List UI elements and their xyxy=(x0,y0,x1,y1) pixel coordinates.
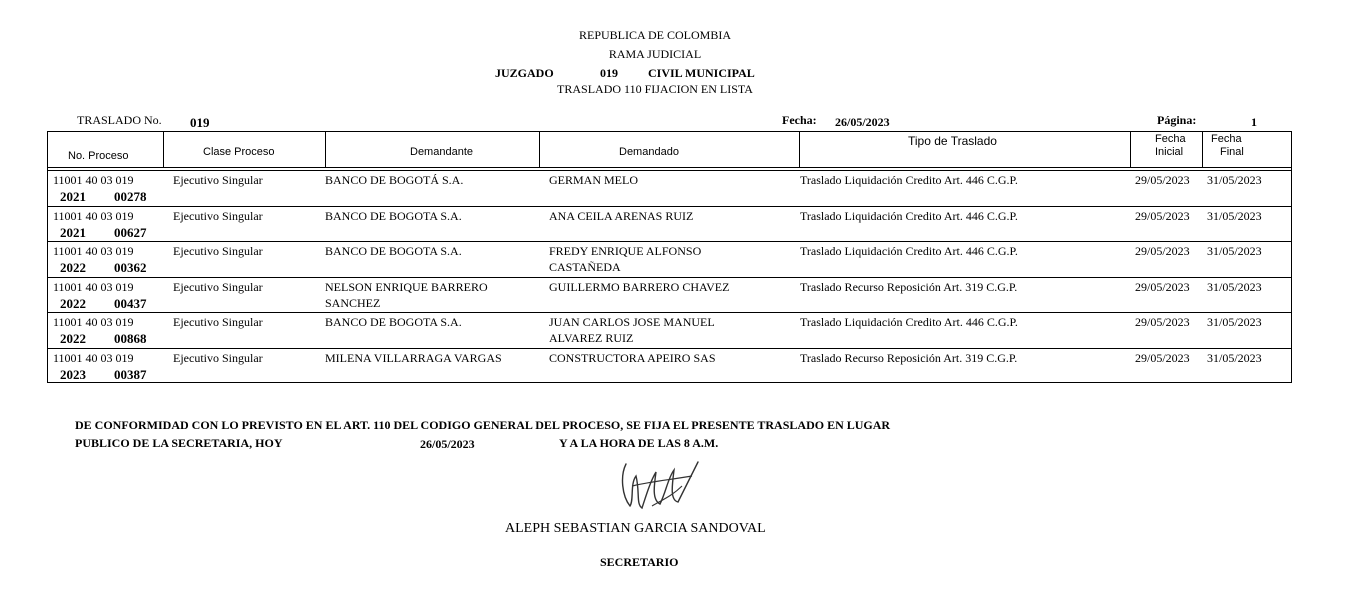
fecha-final: 31/05/2023 xyxy=(1207,350,1262,365)
table-row xyxy=(48,278,1291,314)
clase-proceso: Ejecutivo Singular xyxy=(173,279,263,294)
fecha-final: 31/05/2023 xyxy=(1207,244,1262,258)
traslado-label: TRASLADO No. xyxy=(77,113,162,127)
clase-proceso: Ejecutivo Singular xyxy=(173,208,263,223)
proceso-number: 00437 xyxy=(114,295,147,311)
fecha-label: Fecha: xyxy=(782,113,817,127)
header-juzgado-label: JUZGADO xyxy=(495,66,554,80)
proceso-number: 00387 xyxy=(114,366,147,382)
proceso-code: 11001 40 03 019 xyxy=(53,173,134,187)
col-header-fecha-inicial-2: Inicial xyxy=(1155,146,1184,158)
fecha-final: 31/05/2023 xyxy=(1207,173,1262,187)
fecha-final: 31/05/2023 xyxy=(1207,315,1262,329)
col-header-clase-proceso: Clase Proceso xyxy=(203,146,275,158)
footer-date: 26/05/2023 xyxy=(420,437,475,451)
fecha-inicial: 29/05/2023 xyxy=(1135,315,1190,329)
demandado-line2: ALVAREZ RUIZ xyxy=(549,331,634,345)
demandado: FREDY ENRIQUE ALFONSO xyxy=(549,244,702,258)
col-divider xyxy=(1202,132,1203,168)
tipo-traslado: Traslado Recurso Reposición Art. 319 C.G.P. xyxy=(800,350,1018,365)
tipo-traslado: Traslado Liquidación Credito Art. 446 C.G.P. xyxy=(800,173,1018,187)
traslado-value: 019 xyxy=(190,115,210,130)
demandado-line2: CASTAÑEDA xyxy=(549,260,621,274)
pagina-label: Página: xyxy=(1157,113,1197,127)
col-header-fecha-final-1: Fecha xyxy=(1211,133,1242,145)
col-divider xyxy=(799,132,800,168)
demandado: JUAN CARLOS JOSE MANUEL xyxy=(549,315,715,329)
footer-text-line2: PUBLICO DE LA SECRETARIA, HOY xyxy=(75,436,283,450)
proceso-year: 2022 xyxy=(60,260,86,275)
col-divider xyxy=(539,132,540,168)
tipo-traslado: Traslado Liquidación Credito Art. 446 C.G.P. xyxy=(800,208,1018,223)
demandado: GERMAN MELO xyxy=(549,173,638,187)
col-divider xyxy=(325,132,326,168)
proceso-code: 11001 40 03 019 xyxy=(53,244,134,258)
demandante: BANCO DE BOGOTA S.A. xyxy=(325,315,462,329)
demandante: MILENA VILLARRAGA VARGAS xyxy=(325,350,502,365)
demandado: ANA CEILA ARENAS RUIZ xyxy=(549,208,694,223)
header-rule xyxy=(48,167,1291,168)
fecha-value: 26/05/2023 xyxy=(835,115,890,129)
fecha-final: 31/05/2023 xyxy=(1207,208,1262,223)
header-republica: REPUBLICA DE COLOMBIA xyxy=(578,28,731,42)
header-juzgado-number: 019 xyxy=(600,66,618,80)
proceso-year: 2021 xyxy=(60,189,86,204)
proceso-code: 11001 40 03 019 xyxy=(53,315,134,329)
col-header-demandado: Demandado xyxy=(619,146,679,158)
col-divider xyxy=(1130,132,1131,168)
table-row xyxy=(48,207,1291,243)
col-divider xyxy=(163,132,164,168)
clase-proceso: Ejecutivo Singular xyxy=(173,173,263,187)
col-header-fecha-final-2: Final xyxy=(1220,146,1244,158)
demandante: NELSON ENRIQUE BARRERO xyxy=(325,279,488,294)
proceso-number: 00868 xyxy=(114,331,147,346)
header-rama-judicial: RAMA JUDICIAL xyxy=(608,47,702,61)
footer-text-line1: DE CONFORMIDAD CON LO PREVISTO EN EL ART. 110 DEL CODIGO GENERAL DEL PROCESO, SE FIJA EL PRESENTE TRASLADO EN LUGAR xyxy=(75,418,891,432)
table-row xyxy=(48,171,1291,207)
proceso-code: 11001 40 03 019 xyxy=(53,208,134,223)
fecha-final: 31/05/2023 xyxy=(1207,279,1262,294)
proceso-code: 11001 40 03 019 xyxy=(53,350,134,365)
proceso-number: 00278 xyxy=(114,189,147,204)
proceso-number: 00627 xyxy=(114,224,147,240)
col-header-demandante: Demandante xyxy=(410,146,473,158)
proceso-year: 2023 xyxy=(60,366,86,382)
clase-proceso: Ejecutivo Singular xyxy=(173,350,263,365)
col-header-fecha-inicial-1: Fecha xyxy=(1155,133,1186,145)
proceso-code: 11001 40 03 019 xyxy=(53,279,134,294)
demandado: CONSTRUCTORA APEIRO SAS xyxy=(549,350,716,365)
demandante-line2: SANCHEZ xyxy=(325,295,381,310)
clase-proceso: Ejecutivo Singular xyxy=(173,315,263,329)
handwritten-signature xyxy=(612,456,704,516)
col-header-no-proceso: No. Proceso xyxy=(68,150,129,162)
proceso-year: 2022 xyxy=(60,331,86,346)
proceso-year: 2022 xyxy=(60,295,86,311)
fecha-inicial: 29/05/2023 xyxy=(1135,279,1190,294)
fecha-inicial: 29/05/2023 xyxy=(1135,350,1190,365)
pagina-value: 1 xyxy=(1251,115,1257,129)
demandante: BANCO DE BOGOTA S.A. xyxy=(325,244,462,258)
header-juzgado-type: CIVIL MUNICIPAL xyxy=(648,66,755,80)
demandado: GUILLERMO BARRERO CHAVEZ xyxy=(549,279,730,294)
table-row xyxy=(48,242,1291,278)
demandante: BANCO DE BOGOTA S.A. xyxy=(325,208,462,223)
tipo-traslado: Traslado Recurso Reposición Art. 319 C.G.P. xyxy=(800,279,1018,294)
signer-title: SECRETARIO xyxy=(600,555,679,569)
footer-hour-text: Y A LA HORA DE LAS 8 A.M. xyxy=(559,436,719,450)
col-header-tipo-traslado: Tipo de Traslado xyxy=(908,134,997,148)
fecha-inicial: 29/05/2023 xyxy=(1135,208,1190,223)
traslado-table xyxy=(47,131,1292,383)
fecha-inicial: 29/05/2023 xyxy=(1135,244,1190,258)
signer-name: ALEPH SEBASTIAN GARCIA SANDOVAL xyxy=(505,521,766,536)
header-traslado-fijacion: TRASLADO 110 FIJACION EN LISTA xyxy=(557,82,753,96)
fecha-inicial: 29/05/2023 xyxy=(1135,173,1190,187)
proceso-year: 2021 xyxy=(60,224,86,240)
table-row xyxy=(48,349,1291,385)
clase-proceso: Ejecutivo Singular xyxy=(173,244,263,258)
demandante: BANCO DE BOGOTÁ S.A. xyxy=(325,173,464,187)
table-row xyxy=(48,313,1291,349)
proceso-number: 00362 xyxy=(114,260,147,275)
tipo-traslado: Traslado Liquidación Credito Art. 446 C.G.P. xyxy=(800,315,1018,329)
tipo-traslado: Traslado Liquidación Credito Art. 446 C.G.P. xyxy=(800,244,1018,258)
